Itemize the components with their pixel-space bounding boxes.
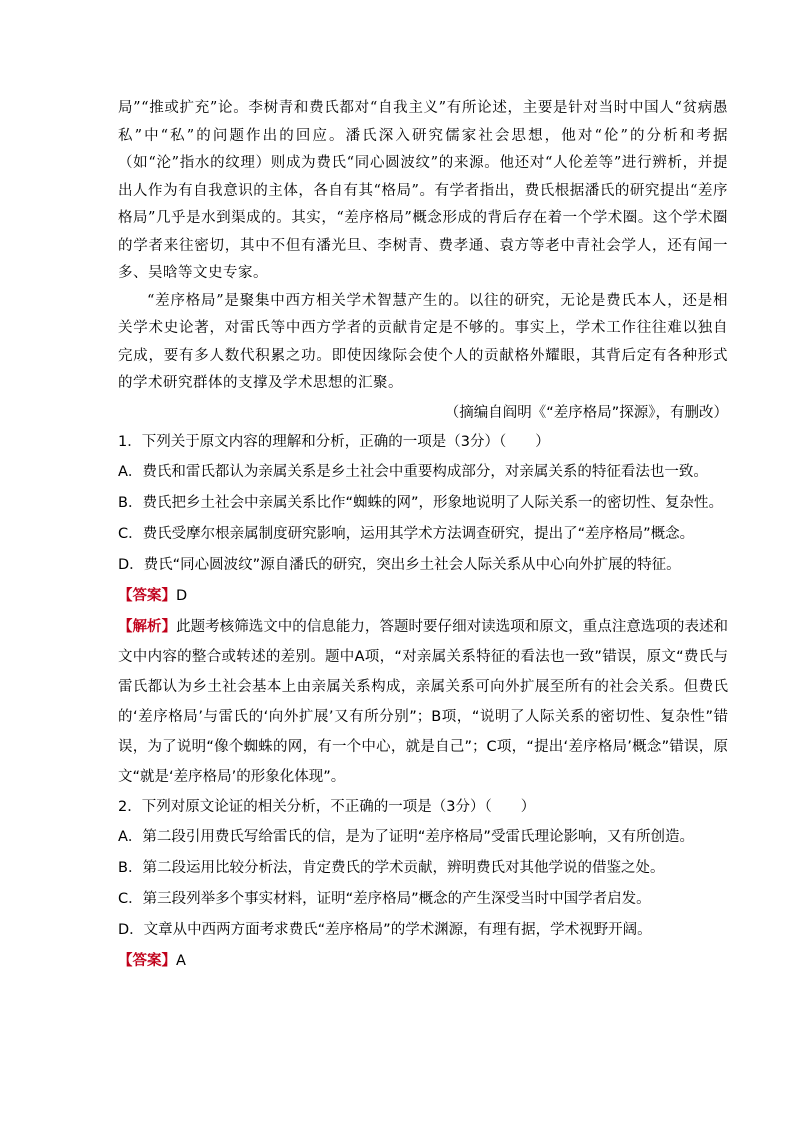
answer-label: 【答案】 (118, 952, 176, 969)
question-1 (118, 427, 728, 792)
passage-source: （摘编自阎明《“差序格局”探源》，有删改） (444, 404, 728, 421)
question-2-option-c: C．第三段列举多个事实材料，证明“差序格局”概念的产生深受当时中国学者启发。 (118, 890, 651, 907)
question-2-stem: 2．下列对原文论证的相关分析，不正确的一项是（3分）（ ） (118, 798, 536, 815)
question-2-answer (118, 946, 728, 977)
question-2-option-a: A．第二段引用费氏写给雷氏的信，是为了证明“差序格局”受雷氏理论影响，又有所创造。 (118, 828, 694, 845)
question-1-option-d: D．费氏“同心圆波纹”源自潘氏的研究，突出乡土社会人际关系从中心向外扩展的特征。 (118, 556, 681, 573)
answer-value: D (176, 587, 188, 604)
question-1-option-a: A．费氏和雷氏都认为亲属关系是乡土社会中重要构成部分，对亲属关系的特征看法也一致。 (118, 463, 708, 480)
question-1-stem: 1．下列关于原文内容的理解和分析，正确的一项是（3分）（ ） (118, 433, 550, 450)
question-1-option-c: C．费氏受摩尔根亲属制度研究影响，运用其学术方法调查研究，提出了“差序格局”概念。 (118, 525, 695, 542)
question-1-explanation (118, 612, 728, 792)
question-2 (118, 792, 728, 977)
answer-label: 【答案】 (118, 587, 176, 604)
passage-paragraph-2: “差序格局”是聚集中西方相关学术智慧产生的。以往的研究，无论是费氏本人，还是相关学术史论著，对雷氏等中西方学者的贡献肯定是不够的。事实上，学术工作往往难以独自完成，要有多人数代积累之功。即使因缘际会使个人的贡献格外耀眼，其背后定有各种形式的学术研究群体的支撑及学术思想的汇聚。 (118, 292, 728, 391)
question-1-option-b: B．费氏把乡土社会中亲属关系比作“蜘蛛的网”，形象地说明了人际关系一的密切性、复杂性。 (118, 494, 723, 511)
document-content (118, 95, 728, 977)
question-1-answer (118, 581, 728, 612)
explanation-text: 此题考核筛选文中的信息能力，答题时要仔细对读选项和原文，重点注意选项的表述和文中内容的整合或转述的差别。题中A项，“对亲属关系特征的看法也一致”错误，原文“费氏与雷氏都认为乡土社会基本上由亲属关系构成，亲属关系可向外扩展至所有的社会关系。但费氏的‘差序格局’与雷氏的‘向外扩展’又有所分别”；B项，“说明了人际关系的密切性、复杂性”错误，为了说明“像个蜘蛛的网，有一个中心，就是自己”；C项，“提出‘差序格局’概念”错误，原文“就是‘差序格局’的形象化体现”。 (118, 618, 729, 785)
question-2-option-d: D．文章从中西两方面考求费氏“差序格局”的学术渊源，有理有据，学术视野开阔。 (118, 921, 652, 938)
explanation-label: 【解析】 (118, 618, 177, 635)
passage-paragraph-1: 局”“推或扩充”论。李树青和费氏都对“自我主义”有所论述，主要是针对当时中国人“贫病愚私”中“私”的问题作出的回应。潘氏深入研究儒家社会思想，他对“伦”的分析和考据（如“沦”指水的纹理）则成为费氏“同心圆波纹”的来源。他还对“人伦差等”进行辨析，并提出人作为有自我意识的主体，各自有其“格局”。有学者指出，费氏根据潘氏的研究提出“差序格局”几乎是水到渠成的。其实，“差序格局”概念形成的背后存在着一个学术圈。这个学术圈的学者来往密切，其中不但有潘光旦、李树青、费孝通、袁方等老中青社会学人，还有闻一多、吴晗等文史专家。 (118, 100, 728, 281)
answer-value: A (176, 952, 186, 969)
question-2-option-b: B．第二段运用比较分析法，肯定费氏的学术贡献，辨明费氏对其他学说的借鉴之处。 (118, 859, 665, 876)
